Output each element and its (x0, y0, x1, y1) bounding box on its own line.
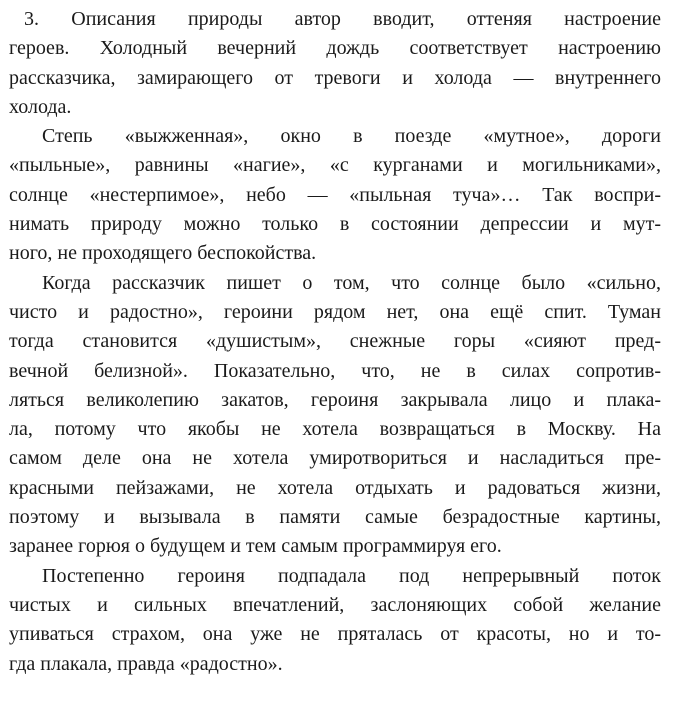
text-line: поэтому и вызывала в памяти самые безрадостные картины, (9, 506, 661, 529)
text-line: ляться великолепию закатов, героиня закрывала лицо и плака- (9, 388, 661, 411)
text-line: заранее горюя о будущем и тем самым программируя его. (9, 535, 502, 558)
paragraph-4 (9, 562, 661, 679)
paragraph-3 (9, 269, 661, 562)
text-line: красными пейзажами, не хотела отдыхать и радоваться жизни, (9, 476, 661, 499)
text-line: героев. Холодный вечерний дождь соответствует настроению (9, 37, 661, 60)
paragraph-2 (9, 122, 661, 268)
text-line: ла, потому что якобы не хотела возвращаться в Москву. На (9, 418, 661, 441)
text-line: тогда становится «душистым», снежные горы «сияют пред- (9, 330, 661, 353)
text-line: Постепенно героиня подпадала под непрерывный поток (42, 564, 661, 587)
text-line: 3. Описания природы автор вводит, оттеняя настроение (24, 8, 661, 30)
text-line: гда плакала, правда «радостно». (9, 652, 283, 675)
text-line: упиваться страхом, она уже не пряталась от красоты, но и то- (9, 623, 661, 646)
text-line: чистых и сильных впечатлений, заслоняющих собой желание (9, 593, 661, 616)
text-line: солнце «нестерпимое», небо — «пыльная туча»… Так воспри- (9, 183, 661, 206)
text-line: нимать природу можно только в состоянии депрессии и мут- (9, 213, 661, 236)
text-line: чисто и радостно», героини рядом нет, она ещё спит. Туман (9, 300, 661, 323)
paragraph-1 (9, 5, 661, 122)
text-line: «пыльные», равнины «нагие», «с курганами и могильниками», (9, 154, 661, 177)
document-page (9, 5, 661, 679)
text-line: самом деле она не хотела умиротвориться и насладиться пре- (9, 447, 661, 470)
text-line: рассказчика, замирающего от тревоги и холода — внутреннего (9, 66, 661, 89)
text-line: ного, не проходящего беспокойства. (9, 242, 317, 265)
text-line: Степь «выжженная», окно в поезде «мутное», дороги (42, 125, 661, 148)
text-line: холода. (9, 95, 72, 118)
text-line: вечной белизной». Показательно, что, не в силах сопротив- (9, 359, 661, 382)
text-line: Когда рассказчик пишет о том, что солнце было «сильно, (42, 271, 661, 294)
